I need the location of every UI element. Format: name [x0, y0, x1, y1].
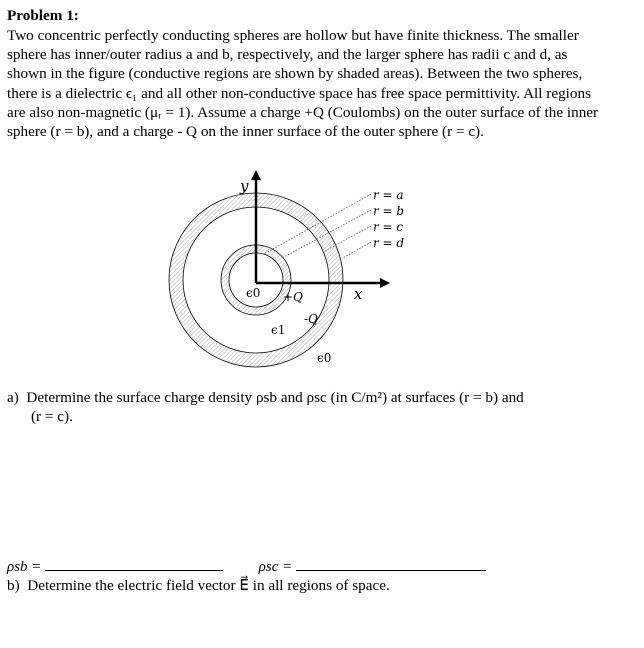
part-a-label: a): [7, 389, 19, 406]
label-eps1: ϵ1: [271, 323, 286, 337]
y-axis-label: y: [240, 177, 249, 195]
label-r-b: r = b: [373, 204, 405, 218]
label-minus-q: -Q: [304, 312, 318, 326]
label-r-a: r = a: [373, 188, 404, 202]
rho-sb-label: ρsb =: [7, 559, 42, 575]
label-eps0-inner: ϵ0: [246, 286, 261, 300]
x-axis-label: x: [354, 285, 363, 303]
answer-line: [7, 556, 486, 576]
rho-sc-blank[interactable]: [296, 556, 486, 571]
label-plus-q: +Q: [283, 290, 303, 304]
part-b: [7, 576, 390, 595]
label-r-d: r = d: [373, 236, 405, 250]
problem-title: Problem 1:: [7, 7, 79, 24]
label-r-c: r = c: [373, 220, 404, 234]
rho-sc-label: ρsc =: [258, 559, 293, 575]
part-b-text: Determine the electric field vector E⃗ in all regions of space.: [27, 577, 390, 594]
part-a-text: Determine the surface charge density ρsb and ρsc (in C/m²) at surfaces (r = b) and: [26, 389, 524, 406]
part-a: [7, 388, 607, 426]
label-eps0-outer: ϵ0: [317, 351, 332, 365]
part-a-text-cont: (r = c).: [31, 408, 73, 426]
rho-sb-blank[interactable]: [45, 556, 223, 571]
part-b-label: b): [7, 577, 20, 594]
problem-statement: Two concentric perfectly conducting spheres are hollow but have finite thickness. The smaller sphere has inner/outer radius a and b, respectively, and the larger sphere has radii c and d, as shown in the figure (conductive regions are shown by shaded areas). Between the two spheres, there is a dielectric ϵ₁ and all other non-conductive space has free space permittivity. All regions are also non-magnetic (μᵣ = 1). Assume a charge +Q (Coulombs) on the outer surface of the inner sphere (r = b), and a charge - Q on the inner surface of the outer sphere (r = c).: [7, 27, 599, 141]
